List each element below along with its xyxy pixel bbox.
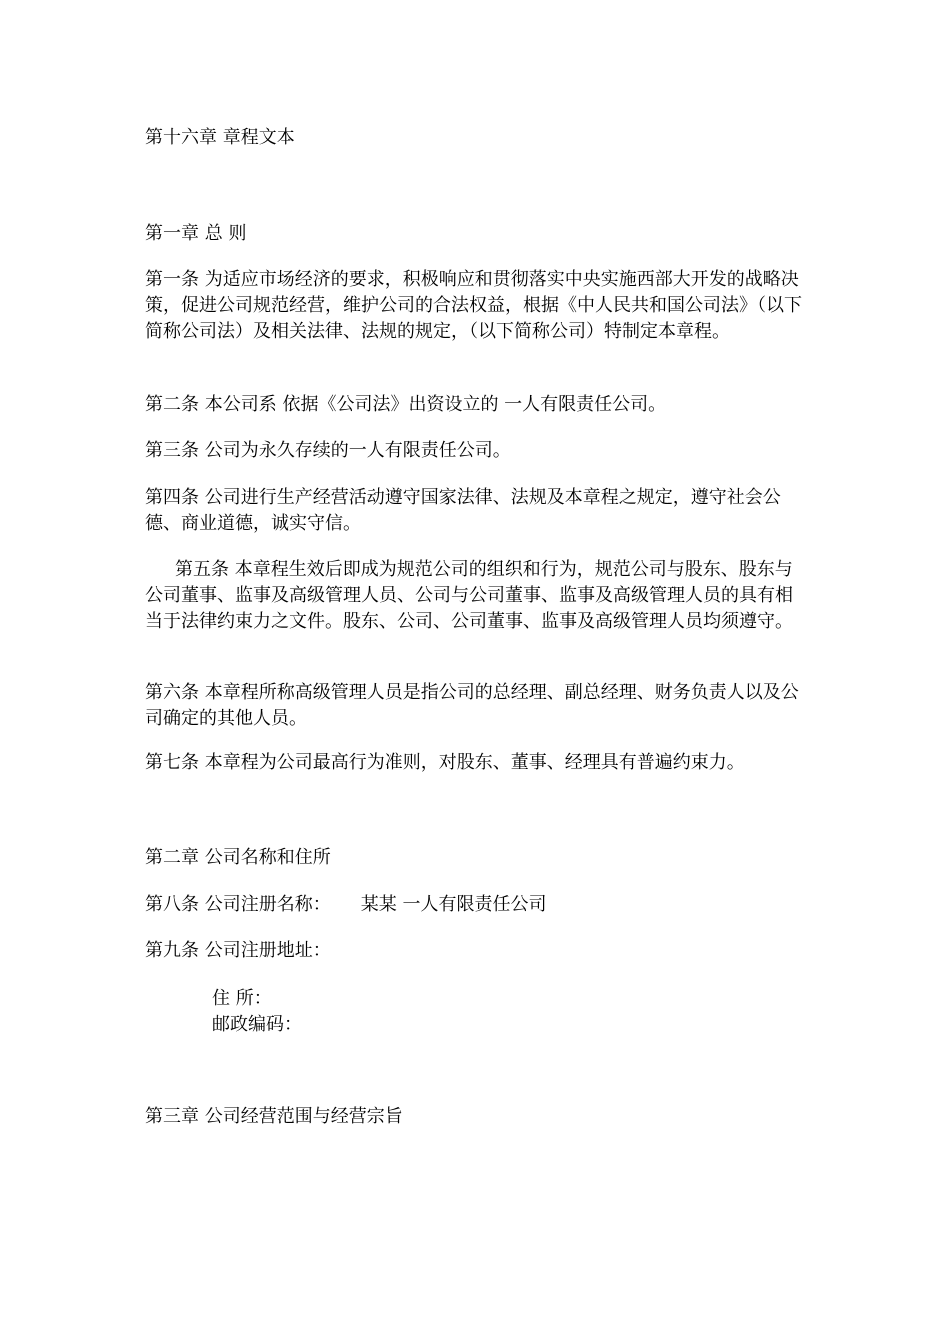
article-1: 第一条 为适应市场经济的要求，积极响应和贯彻落实中央实施西部大开发的战略决策，促进公司规范经营，维护公司的合法权益，根据《中人民共和国公司法》（以下简称公司法）及相关法律、法规的规定，（以下简称公司）特制定本章程。 (145, 269, 802, 342)
article-3: 第三条 公司为永久存续的一人有限责任公司。 (145, 440, 511, 461)
postcode-label: 邮政编码： (212, 1014, 302, 1035)
article-5: 第五条 本章程生效后即成为规范公司的组织和行为，规范公司与股东、股东与公司董事、监事及高级管理人员、公司与公司董事、监事及高级管理人员的具有相当于法律约束力之文件。股东、公司、公司董事、监事及高级管理人员均须遵守。 (145, 559, 793, 632)
article-4: 第四条 公司进行生产经营活动遵守国家法律、法规及本章程之规定，遵守社会公德、商业道德，诚实守信。 (145, 487, 781, 534)
article-6: 第六条 本章程所称高级管理人员是指公司的总经理、副总经理、财务负责人以及公司确定的其他人员。 (145, 682, 799, 729)
article-9: 第九条 公司注册地址： (145, 940, 331, 961)
article-8 (145, 892, 810, 918)
section-title: 第十六章 章程文本 (145, 127, 295, 148)
chapter-2-title: 第二章 公司名称和住所 (145, 847, 331, 868)
chapter-3-title: 第三章 公司经营范围与经营宗旨 (145, 1106, 403, 1127)
article-2: 第二条 本公司系 依据《公司法》出资设立的 一人有限责任公司。 (145, 394, 667, 415)
article-8-value: 某某 一人有限责任公司 (360, 894, 547, 915)
article-8-label: 第八条 公司注册名称： (145, 894, 331, 915)
chapter-1-title: 第一章 总 则 (145, 223, 247, 244)
address-label: 住 所： (212, 988, 272, 1009)
article-7: 第七条 本章程为公司最高行为准则，对股东、董事、经理具有普遍约束力。 (145, 752, 745, 773)
